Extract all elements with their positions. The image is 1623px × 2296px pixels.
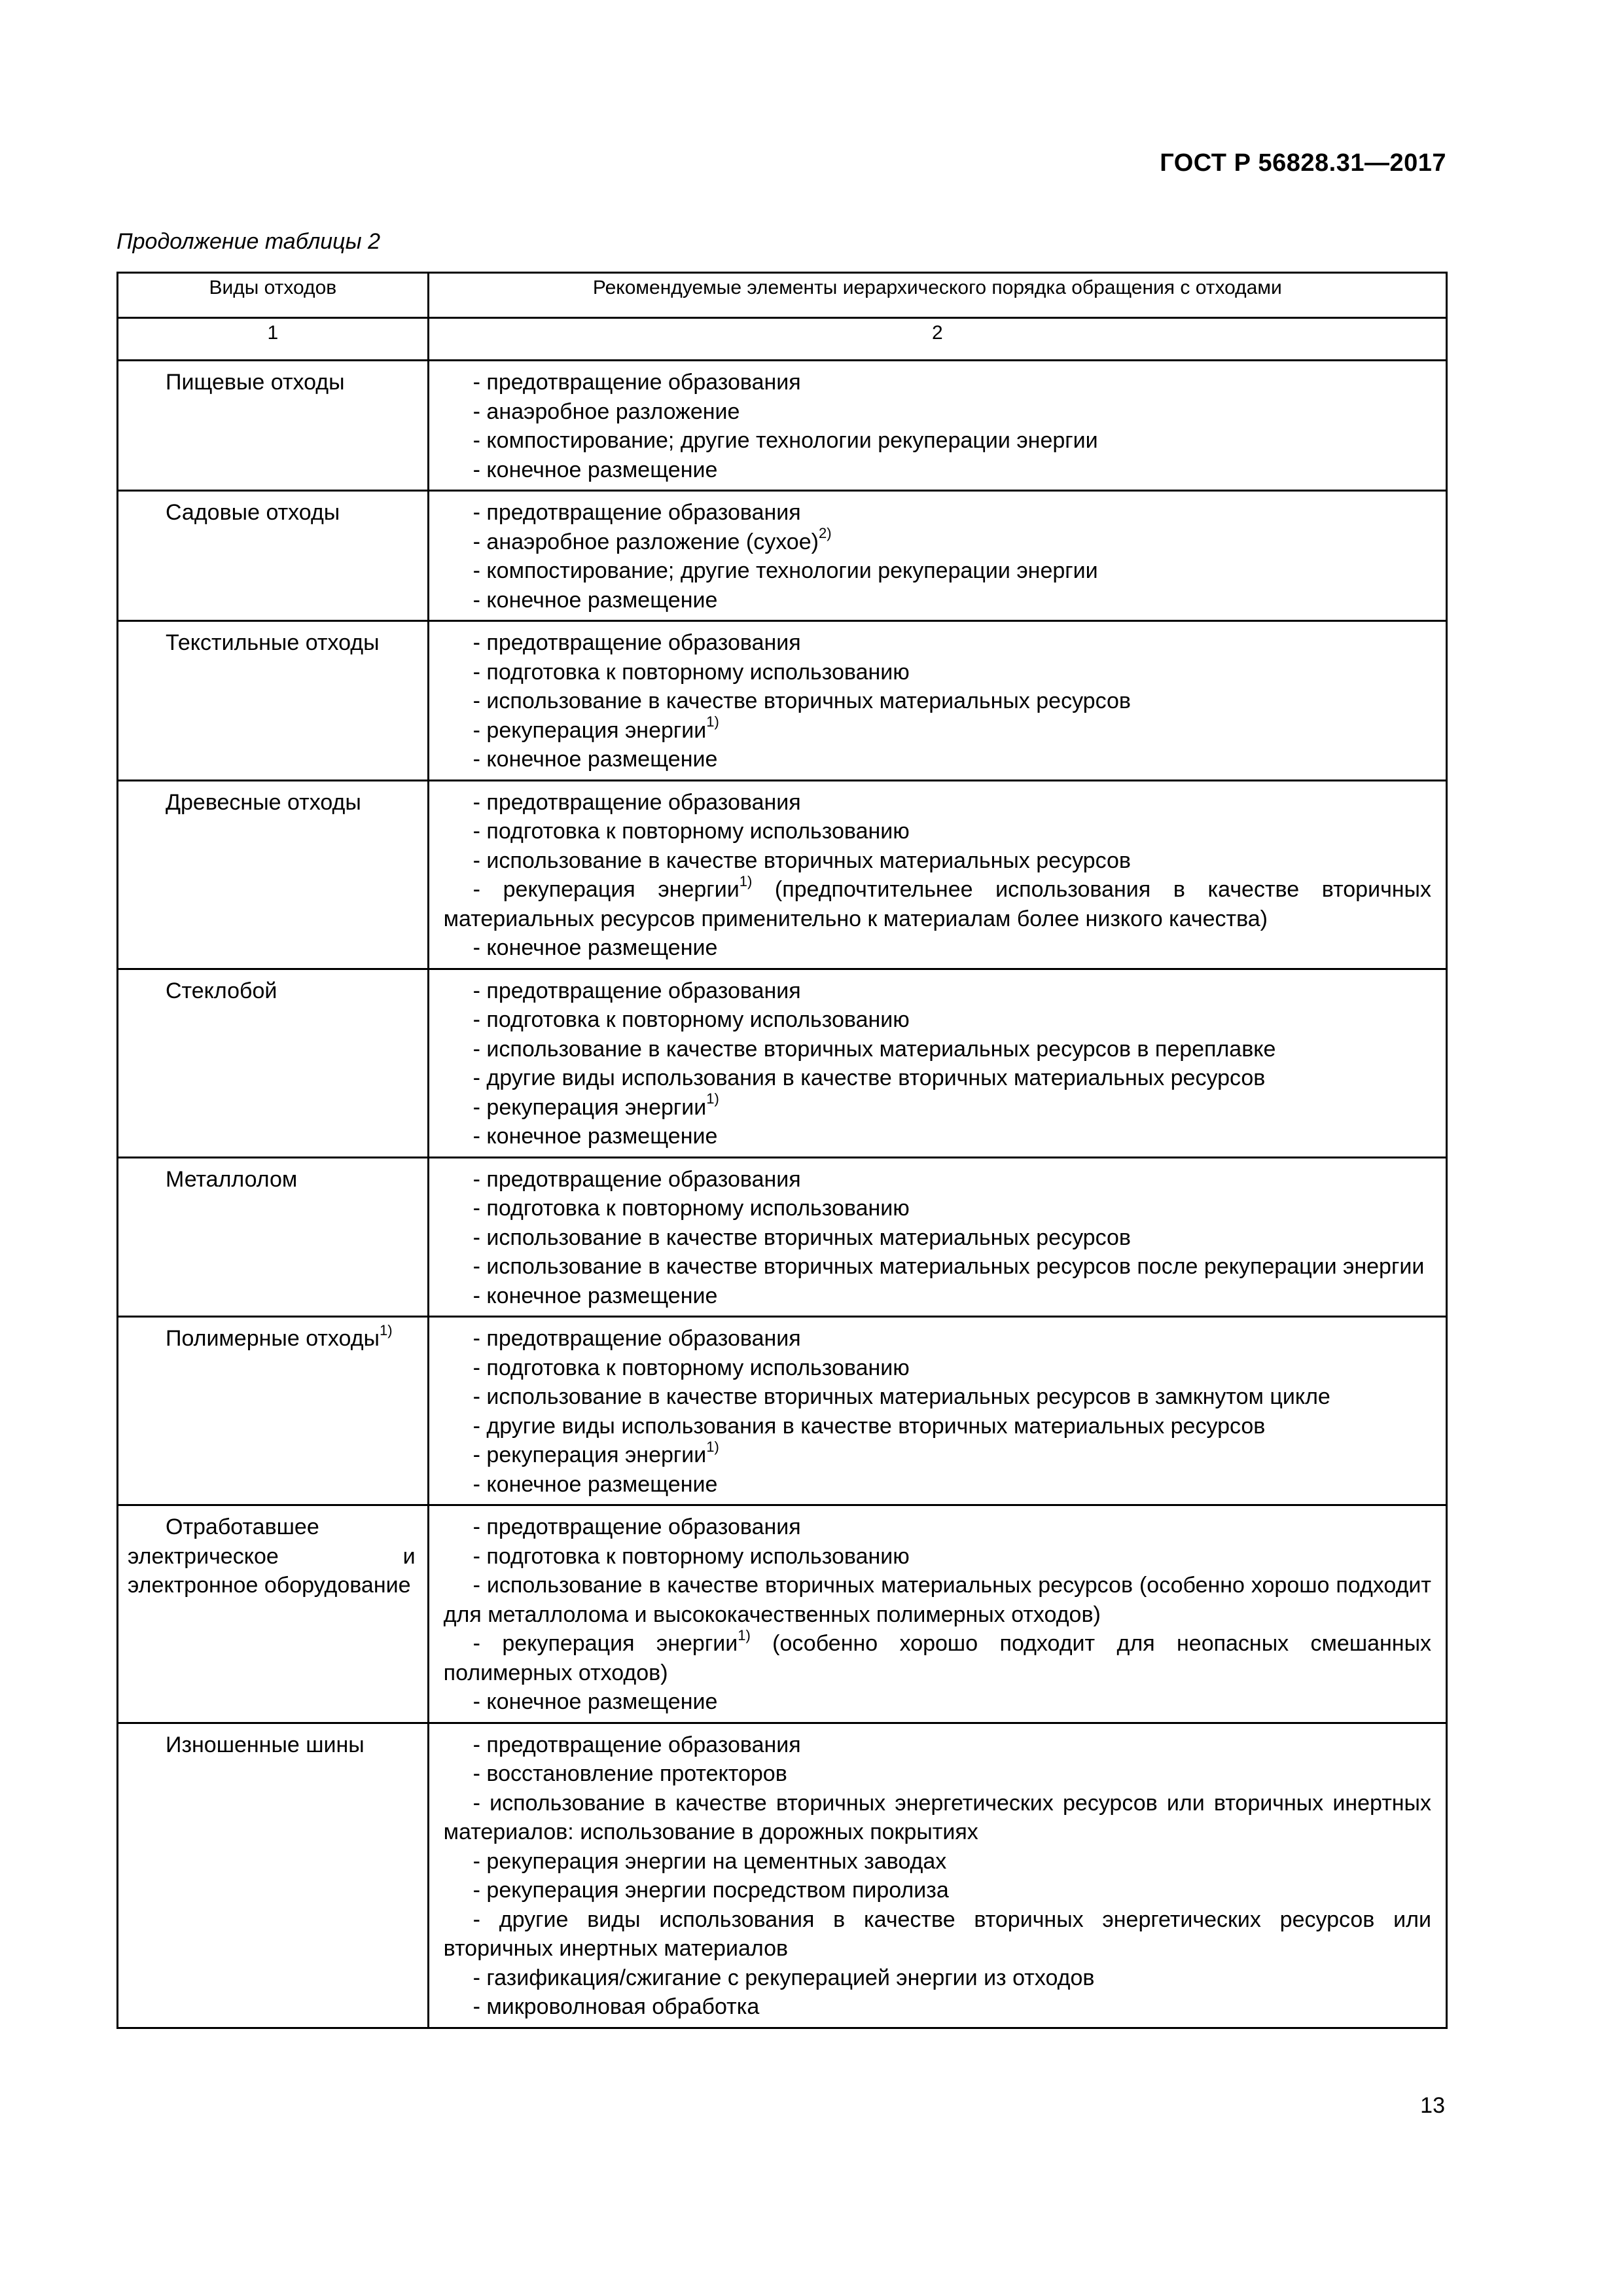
item-text: - использование в качестве вторичных материальных ресурсов в переплавке (473, 1036, 1276, 1062)
item-text: - конечное размещение (473, 747, 718, 772)
item-text: - рекуперация энергии посредством пиролиза (473, 1878, 949, 1903)
list-item (444, 817, 1431, 846)
item-text: - использование в качестве вторичных материальных ресурсов в замкнутом цикле (473, 1384, 1330, 1409)
footnote-ref: 2) (818, 525, 832, 542)
item-text: - подготовка к повторному использованию (473, 1007, 910, 1032)
list-item (444, 1470, 1431, 1499)
recommendations-cell (428, 1157, 1446, 1317)
item-text: - подготовка к повторному использованию (473, 819, 910, 844)
table-row (118, 1723, 1447, 2028)
table-caption: Продолжение таблицы 2 (116, 229, 380, 254)
item-text: - конечное размещение (473, 1471, 718, 1497)
list-item (444, 1382, 1431, 1412)
waste-type-cell (118, 1317, 429, 1505)
list-item (444, 586, 1431, 615)
list-item (444, 1992, 1431, 2022)
list-item (444, 1876, 1431, 1905)
recommendations-cell (428, 1505, 1446, 1723)
list-item (444, 1789, 1431, 1847)
item-text: - использование в качестве вторичных материальных ресурсов после рекуперации энергии (473, 1254, 1425, 1279)
item-text: - рекуперация энергии (473, 1443, 707, 1467)
list-item (444, 397, 1431, 427)
waste-type-label: Полимерные отходы (166, 1326, 380, 1351)
list-item (444, 426, 1431, 456)
item-text: - газификация/сжигание с рекуперацией энергии из отходов (473, 1965, 1095, 1990)
recommendations-cell (428, 1317, 1446, 1505)
list-item (444, 456, 1431, 485)
item-text: - конечное размещение (473, 1283, 718, 1308)
table-row (118, 491, 1447, 621)
list-item (444, 1165, 1431, 1194)
footnote-ref: 1) (738, 1626, 751, 1643)
waste-type-cell (118, 1505, 429, 1723)
table-row (118, 361, 1447, 491)
waste-type-cell (118, 491, 429, 621)
list-item (444, 658, 1431, 687)
table-header-row (118, 273, 1447, 318)
waste-type-cell (118, 969, 429, 1157)
list-item (444, 846, 1431, 876)
item-text: - микроволновая обработка (473, 1994, 760, 2019)
item-text: - использование в качестве вторичных энергетических ресурсов или вторичных инертных материалов: использование в дорожных покрытиях (443, 1790, 1431, 1844)
item-text: - рекуперация энергии (473, 1094, 707, 1120)
list-item (444, 1759, 1431, 1789)
item-text: - рекуперация энергии (473, 717, 707, 743)
list-item (444, 1122, 1431, 1151)
item-text: - подготовка к повторному использованию (473, 1543, 910, 1569)
list-item (444, 1964, 1431, 1993)
recommendations-cell (428, 969, 1446, 1157)
item-text: - рекуперация энергии на цементных заводах (473, 1848, 947, 1874)
waste-type-label: Изношенные шины (166, 1732, 365, 1757)
item-text: - конечное размещение (473, 935, 718, 960)
recommendations-cell (428, 780, 1446, 969)
waste-type-cell (118, 621, 429, 781)
waste-type-label: Садовые отходы (166, 500, 340, 525)
list-item (444, 368, 1431, 397)
list-item (444, 933, 1431, 963)
list-item (444, 713, 1431, 745)
column-number-row (118, 318, 1447, 361)
waste-type-cell (118, 361, 429, 491)
list-item (444, 1035, 1431, 1064)
item-text: - анаэробное разложение (сухое) (473, 529, 819, 554)
waste-type-label: Пищевые отходы (166, 370, 345, 395)
list-item (444, 498, 1431, 528)
item-text: - использование в качестве вторичных материальных ресурсов (особенно хорошо подходит для металлолома и высококачественных полимерных отходов) (443, 1573, 1431, 1627)
item-text: - другие виды использования в качестве вторичных энергетических ресурсов или вторичных инертных материалов (443, 1907, 1431, 1961)
list-item (444, 1412, 1431, 1441)
list-item (444, 1905, 1431, 1964)
item-text: - предотвращение образования (473, 978, 801, 1003)
list-item (444, 1324, 1431, 1354)
item-text: - использование в качестве вторичных материальных ресурсов (473, 689, 1131, 713)
footnote-ref: 1) (739, 872, 753, 889)
waste-type-label: Стеклобой (166, 978, 277, 1003)
recommendations-cell (428, 1723, 1446, 2028)
item-text: - предотвращение образования (473, 789, 801, 815)
waste-hierarchy-table (116, 272, 1448, 2029)
item-text: - восстановление протекторов (473, 1761, 787, 1786)
footnote-ref: 1) (379, 1321, 393, 1338)
item-text: - предотвращение образования (473, 630, 801, 655)
item-text: - предотвращение образования (473, 1166, 801, 1192)
item-text: - предотвращение образования (473, 370, 801, 395)
item-text: - подготовка к повторному использованию (473, 1196, 910, 1221)
table-row (118, 780, 1447, 969)
waste-type-label: Текстильные отходы (166, 630, 380, 655)
waste-type-cell (118, 1157, 429, 1317)
item-text: - конечное размещение (473, 1689, 718, 1714)
column-number-1: 1 (118, 318, 429, 361)
item-text: - использование в качестве вторичных материальных ресурсов (473, 848, 1131, 873)
waste-type-cell (118, 1723, 429, 2028)
list-item (444, 745, 1431, 774)
footnote-ref: 1) (706, 1438, 719, 1455)
column-header-waste-type: Виды отходов (118, 273, 429, 318)
recommendations-cell (428, 491, 1446, 621)
list-item (443, 872, 1431, 933)
list-item (444, 1438, 1431, 1470)
recommendations-cell (428, 361, 1446, 491)
table-row (118, 1505, 1447, 1723)
list-item (444, 1542, 1431, 1571)
item-text: - конечное размещение (473, 1124, 718, 1149)
item-text: - компостирование; другие технологии рекуперации энергии (473, 558, 1098, 583)
table-row (118, 969, 1447, 1157)
item-text: - анаэробное разложение (473, 399, 740, 424)
item-text: - предотвращение образования (473, 500, 801, 525)
item-text: - компостирование; другие технологии рекуперации энергии (473, 428, 1098, 453)
list-item (444, 556, 1431, 586)
list-item (444, 1064, 1431, 1093)
list-item (444, 1194, 1431, 1223)
list-item (444, 788, 1431, 817)
item-text: - рекуперация энергии (473, 877, 740, 902)
list-item (444, 1223, 1431, 1253)
table-row (118, 621, 1447, 781)
list-item (444, 1847, 1431, 1876)
list-item (443, 1626, 1432, 1687)
list-item (444, 1252, 1431, 1282)
item-text: - рекуперация энергии (473, 1631, 738, 1656)
list-item (444, 628, 1431, 658)
table-row (118, 1317, 1447, 1505)
column-header-recommendations: Рекомендуемые элементы иерархического порядка обращения с отходами (428, 273, 1446, 318)
list-item (444, 977, 1431, 1006)
table-row (118, 1157, 1447, 1317)
item-text: - другие виды использования в качестве вторичных материальных ресурсов (473, 1066, 1266, 1090)
list-item (444, 1354, 1431, 1383)
list-item (444, 1571, 1431, 1629)
item-text: - конечное размещение (473, 587, 718, 613)
list-item (444, 1282, 1431, 1311)
column-number-2: 2 (428, 318, 1446, 361)
list-item (444, 1005, 1431, 1035)
list-item (444, 1090, 1431, 1122)
item-text: - подготовка к повторному использованию (473, 1355, 910, 1380)
list-item (444, 525, 1431, 557)
document-standard-number: ГОСТ Р 56828.31—2017 (1160, 149, 1446, 177)
list-item (444, 1731, 1431, 1760)
footnote-ref: 1) (706, 713, 719, 730)
item-text: - подготовка к повторному использованию (473, 659, 910, 685)
waste-type-label: Древесные отходы (166, 789, 361, 815)
item-text: - другие виды использования в качестве вторичных материальных ресурсов (473, 1413, 1266, 1439)
item-text-continuation: (особенно хорошо подходит для неопасных смешанных полимерных отходов) (443, 1631, 1432, 1685)
item-text: - предотвращение образования (473, 1326, 801, 1351)
waste-type-label: Отработавшее электрическое и электронное оборудование (128, 1515, 416, 1598)
recommendations-cell (428, 621, 1446, 781)
item-text: - конечное размещение (473, 457, 718, 482)
waste-type-cell (118, 780, 429, 969)
list-item (444, 687, 1431, 716)
item-text-continuation: (предпочтительнее использования в качестве вторичных материальных ресурсов применительно к материалам более низкого качества) (443, 877, 1431, 931)
page-number: 13 (1420, 2093, 1445, 2118)
waste-type-label: Металлолом (166, 1166, 298, 1192)
list-item (444, 1687, 1431, 1717)
list-item (444, 1513, 1431, 1542)
item-text: - предотвращение образования (473, 1515, 801, 1539)
footnote-ref: 1) (706, 1090, 719, 1107)
item-text: - предотвращение образования (473, 1732, 801, 1757)
item-text: - использование в качестве вторичных материальных ресурсов (473, 1225, 1131, 1250)
